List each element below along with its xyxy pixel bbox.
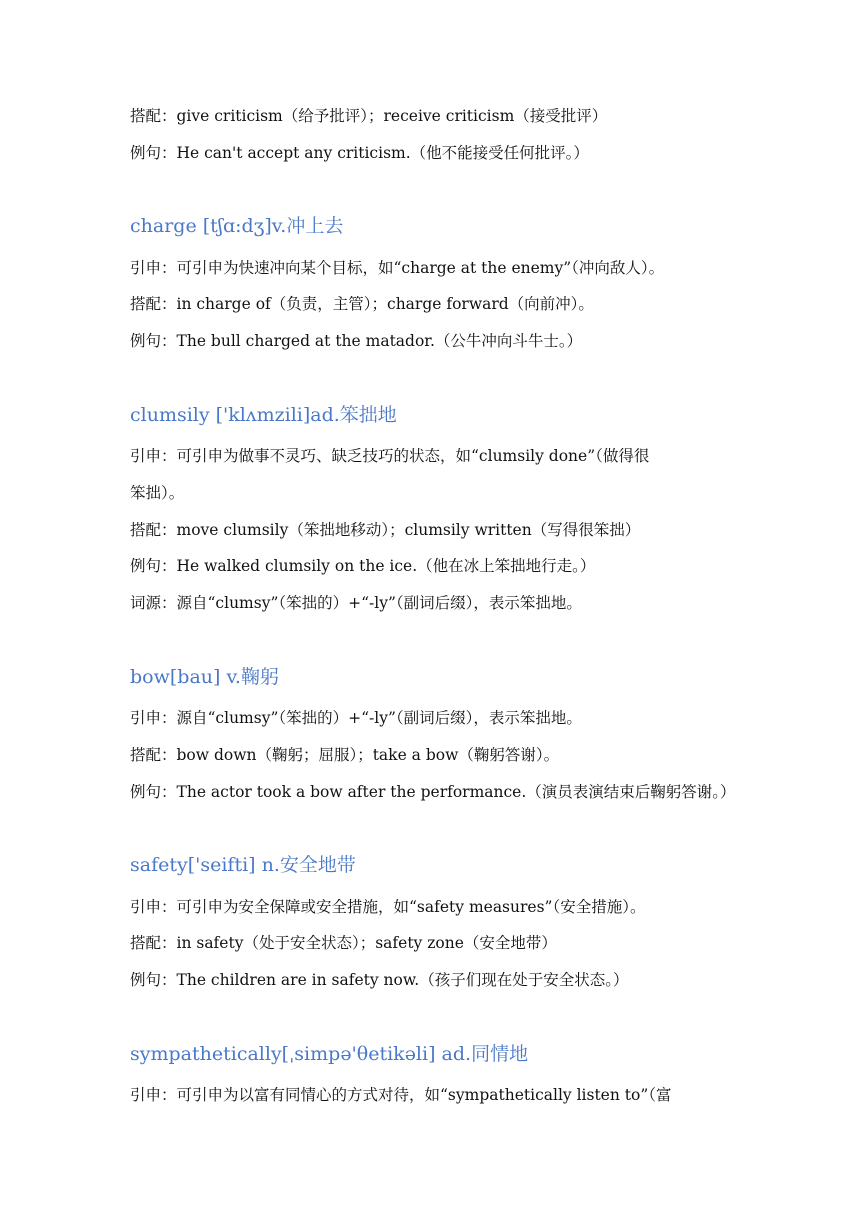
- extension-line: 引申：可引申为快速冲向某个目标，如“charge at the enemy”（冲向敌人）。: [130, 259, 665, 277]
- entry-heading-bow: bow[bau] v.鞠躬: [130, 666, 279, 688]
- example-line: 例句：He can't accept any criticism.（他不能接受任何批评。）: [130, 144, 589, 162]
- collocation-line: 搭配：move clumsily（笨拙地移动）；clumsily written（写得很笨拙）: [130, 521, 641, 539]
- extension-line-continued: 笨拙）。: [130, 484, 185, 502]
- collocation-line: 搭配：give criticism（给予批评）；receive criticism（接受批评）: [130, 107, 608, 125]
- example-line: 例句：He walked clumsily on the ice.（他在冰上笨拙地行走。）: [130, 557, 596, 575]
- collocation-line: 搭配：in charge of（负责，主管）；charge forward（向前冲）。: [130, 295, 594, 313]
- collocation-line: 搭配：bow down（鞠躬；屈服）；take a bow（鞠躬答谢）。: [130, 746, 560, 764]
- entry-heading-clumsily: clumsily ['klʌmzili]ad.笨拙地: [130, 404, 397, 426]
- extension-line: 引申：可引申为做事不灵巧、缺乏技巧的状态，如“clumsily done”（做得很: [130, 447, 650, 465]
- entry-heading-sympathetically: sympathetically[ˌsimpə'θetikəli] ad.同情地: [130, 1043, 529, 1065]
- collocation-line: 搭配：in safety（处于安全状态）；safety zone（安全地带）: [130, 934, 557, 952]
- example-line: 例句：The actor took a bow after the performance.（演员表演结束后鞠躬答谢。）: [130, 783, 736, 801]
- entry-heading-safety: safety['seifti] n.安全地带: [130, 854, 356, 876]
- entry-heading-charge: charge [tʃɑ:dʒ]v.冲上去: [130, 215, 344, 237]
- etymology-line: 词源：源自“clumsy”（笨拙的）+“-ly”（副词后缀），表示笨拙地。: [130, 594, 582, 612]
- extension-line: 引申：可引申为安全保障或安全措施，如“safety measures”（安全措施）。: [130, 898, 646, 916]
- extension-line: 引申：可引申为以富有同情心的方式对待，如“sympathetically listen to”（富: [130, 1086, 672, 1104]
- example-line: 例句：The children are in safety now.（孩子们现在处于安全状态。）: [130, 971, 629, 989]
- example-line: 例句：The bull charged at the matador.（公牛冲向斗牛士。）: [130, 332, 583, 350]
- extension-line: 引申：源自“clumsy”（笨拙的）+“-ly”（副词后缀），表示笨拙地。: [130, 709, 582, 727]
